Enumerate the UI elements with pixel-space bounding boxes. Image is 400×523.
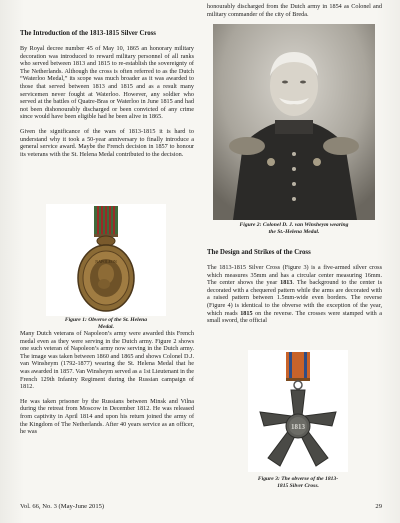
- figure-1-caption-line-1: Figure 1: Obverse of the St. Helena: [64, 317, 148, 323]
- figure-2-caption: [213, 222, 375, 235]
- section-heading-design: The Design and Strikes of the Cross: [207, 249, 311, 256]
- year-1815-bold: 1815: [240, 309, 253, 317]
- medal-inscription: NAPOLEON: [95, 259, 117, 264]
- figure-2-caption-line-2: the St.-Helena Medal.: [268, 228, 320, 235]
- silver-cross-image: [248, 350, 348, 472]
- figure-3-caption-line-1: Figure 3: The obverse of the 1813-: [257, 476, 339, 482]
- design-paragraph-1: [207, 264, 382, 325]
- medal-ribbon: [94, 206, 118, 237]
- figure-1-caption-line-2: Medal.: [97, 323, 114, 330]
- figure-3-caption-line-2: 1815 Silver Cross.: [277, 482, 319, 489]
- st-helena-medal-image: [46, 204, 166, 316]
- figure-2-caption-line-1: Figure 2: Colonel D. J. van Winsheym wearing: [239, 222, 349, 228]
- figure-1: [46, 204, 166, 328]
- cross-center-year: 1813: [291, 423, 305, 431]
- year-1813-bold: 1813: [280, 279, 293, 287]
- left-paragraph-4: He was taken prisoner by the Russians between Minsk and Vilna during the retreat from Moscow in December 1812. He was released from captivity in April 1814 and upon his return joined the army of the Kingdom of The Netherlands. After 40 years service as an officer, he was: [20, 397, 194, 436]
- design-text-c: on the reverse. The crosses were stamped with a small sword, the official: [207, 309, 382, 325]
- section-heading-introduction: The Introduction of the 1813-1815 Silver Cross: [20, 30, 156, 37]
- page-number: 29: [375, 503, 382, 510]
- right-paragraph-1: honourably discharged from the Dutch army in 1854 as Colonel and military commander of the city of Breda.: [207, 3, 382, 18]
- volume-info: Vol. 66, No. 3 (May-June 2015): [20, 503, 105, 510]
- figure-3-caption: [243, 476, 353, 489]
- design-text-a: The 1813-1815 Silver Cross (Figure 3) is a five-armed silver cross which measures 35mm and has a circular center measuring 16mm. The center shows the year: [207, 264, 382, 287]
- figure-3: [243, 350, 353, 500]
- page-footer: [20, 503, 382, 511]
- colonel-portrait-photo: [213, 24, 375, 220]
- left-paragraph-3: Many Dutch veterans of Napoleon’s army were awarded this French medal even as they were serving in the Dutch army. Figure 2 shows one such veteran of Napoleon’s army now serving in the Dutch army. The image was taken between 1860 and 1865 and shows Colonel D.J. van Winsheym (1792-1877) wearing the St. Helena Medal that he was awarded in 1857. Van Winsheym served as a 1st Lieutenant in the French 129th Infantry Regiment during the Russian campaign of 1812.: [20, 330, 194, 391]
- figure-2: [213, 24, 377, 246]
- intro-paragraph-2: Given the significance of the wars of 1813-1815 it is hard to understand why it took a 50-year anniversary to finally introduce a general service award. Maybe the French decision in 1857 to honour its veterans with the St. Helena Medal contributed to the decision.: [20, 127, 194, 158]
- design-text-b: . The background to the center is decorated with a chequered pattern while the arms are decorated with a raised pattern between 1.5mm-wide even borders. The reverse (Figure 4) is identical to the obverse with the exception of the year, which reads: [207, 279, 382, 317]
- cross-ribbon: [286, 352, 310, 381]
- intro-paragraph-1: By Royal decree number 45 of May 10, 1865 an honorary military decoration was introduced to reward military personnel of all ranks who served between 1813 and 1815 to re-establish the sovereignty of The Netherlands. Although the cross is often referred to as the Dutch “Waterloo Medal,” its scope was much broader as it was awarded to those that served between 1813 and 1815 and as a result many servicemen never fought at Waterloo. However, any soldier who served at the battles of Quatre-Bras or Waterloo in June 1815 and had not been dishonourably discharged or been convicted of any crime since would have been eligible had he been alive in 1865.: [20, 45, 194, 121]
- figure-1-caption: [40, 317, 172, 330]
